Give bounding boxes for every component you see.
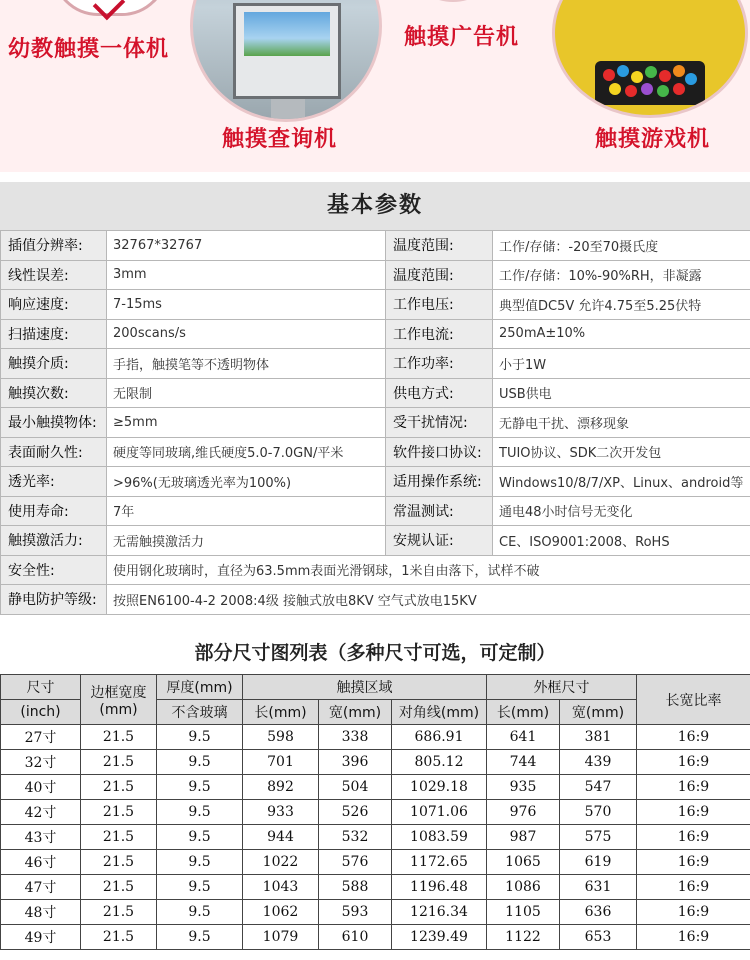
touch-width-cell: 588 <box>319 875 392 900</box>
param-row <box>1 467 750 497</box>
frame-length-cell: 976 <box>487 800 560 825</box>
param-key: 安全性: <box>1 555 107 585</box>
touch-length-cell: 892 <box>243 775 319 800</box>
query-kiosk-image <box>190 0 382 122</box>
game-machine-image <box>552 0 748 118</box>
param-row <box>1 526 750 556</box>
param-value: 工作/存储：-20至70摄氏度 <box>493 231 750 261</box>
thickness-cell: 9.5 <box>157 900 243 925</box>
touch-diagonal-cell: 1196.48 <box>392 875 487 900</box>
frame-length-cell: 935 <box>487 775 560 800</box>
touch-length-cell: 1079 <box>243 925 319 950</box>
bezel-cell: 21.5 <box>81 750 157 775</box>
touch-width-cell: 526 <box>319 800 392 825</box>
header-frame-length: 长(mm) <box>487 700 560 725</box>
thickness-cell: 9.5 <box>157 850 243 875</box>
param-value: Windows10/8/7/XP、Linux、android等 <box>493 467 750 497</box>
touch-diagonal-cell: 686.91 <box>392 725 487 750</box>
frame-width-cell: 381 <box>560 725 637 750</box>
thickness-cell: 9.5 <box>157 925 243 950</box>
touch-diagonal-cell: 1071.06 <box>392 800 487 825</box>
ratio-cell: 16:9 <box>637 725 750 750</box>
touch-length-cell: 701 <box>243 750 319 775</box>
header-bezel-unit: (mm) <box>99 701 138 718</box>
header-touch-area: 触摸区域 <box>243 675 487 700</box>
size-cell: 48寸 <box>1 900 81 925</box>
param-value: 通电48小时信号无变化 <box>493 496 750 526</box>
param-key: 安规认证: <box>386 526 493 556</box>
table-row <box>1 725 750 750</box>
table-row <box>1 775 750 800</box>
param-value: CE、ISO9001:2008、RoHS <box>493 526 750 556</box>
ratio-cell: 16:9 <box>637 825 750 850</box>
param-row-safety <box>1 555 750 585</box>
param-value: 200scans/s <box>107 319 386 349</box>
param-row <box>1 290 750 320</box>
bezel-cell: 21.5 <box>81 875 157 900</box>
size-cell: 32寸 <box>1 750 81 775</box>
frame-width-cell: 570 <box>560 800 637 825</box>
frame-width-cell: 439 <box>560 750 637 775</box>
param-value: 工作/存储：10%-90%RH，非凝露 <box>493 260 750 290</box>
ratio-cell: 16:9 <box>637 925 750 950</box>
touch-diagonal-cell: 1083.59 <box>392 825 487 850</box>
param-value: 3mm <box>107 260 386 290</box>
frame-length-cell: 1086 <box>487 875 560 900</box>
touch-diagonal-cell: 1216.34 <box>392 900 487 925</box>
param-value: 无限制 <box>107 378 386 408</box>
frame-width-cell: 653 <box>560 925 637 950</box>
size-cell: 49寸 <box>1 925 81 950</box>
advertising-machine-image <box>403 0 503 2</box>
touch-width-cell: 504 <box>319 775 392 800</box>
bezel-cell: 21.5 <box>81 900 157 925</box>
touch-width-cell: 576 <box>319 850 392 875</box>
frame-width-cell: 636 <box>560 900 637 925</box>
param-row-esd <box>1 585 750 615</box>
size-list-title: 部分尺寸图列表（多种尺寸可选，可定制） <box>194 642 556 664</box>
param-row <box>1 437 750 467</box>
thickness-cell: 9.5 <box>157 750 243 775</box>
touch-width-cell: 593 <box>319 900 392 925</box>
table-row <box>1 750 750 775</box>
param-key: 工作电流: <box>386 319 493 349</box>
param-key: 触摸激活力: <box>1 526 107 556</box>
thickness-cell: 9.5 <box>157 800 243 825</box>
touch-length-cell: 1043 <box>243 875 319 900</box>
param-value: TUIO协议、SDK二次开发包 <box>493 437 750 467</box>
param-row <box>1 349 750 379</box>
bezel-cell: 21.5 <box>81 800 157 825</box>
ratio-cell: 16:9 <box>637 775 750 800</box>
param-value: 7-15ms <box>107 290 386 320</box>
param-value: >96%(无玻璃透光率为100%) <box>107 467 386 497</box>
frame-length-cell: 1122 <box>487 925 560 950</box>
thickness-cell: 9.5 <box>157 725 243 750</box>
param-row <box>1 260 750 290</box>
param-value: 典型值DC5V 允许4.75至5.25伏特 <box>493 290 750 320</box>
touch-diagonal-cell: 805.12 <box>392 750 487 775</box>
param-row <box>1 496 750 526</box>
frame-length-cell: 744 <box>487 750 560 775</box>
param-key: 线性误差: <box>1 260 107 290</box>
param-key: 扫描速度: <box>1 319 107 349</box>
param-value: 手指，触摸笔等不透明物体 <box>107 349 386 379</box>
header-bezel-label: 边框宽度 <box>90 684 147 701</box>
header-touch-width: 宽(mm) <box>319 700 392 725</box>
param-key: 透光率: <box>1 467 107 497</box>
param-key: 受干扰情况: <box>386 408 493 438</box>
ratio-cell: 16:9 <box>637 900 750 925</box>
param-key: 插值分辨率: <box>1 231 107 261</box>
header-no-glass: 不含玻璃 <box>157 700 243 725</box>
touch-length-cell: 944 <box>243 825 319 850</box>
header-size: 尺寸 <box>1 675 81 700</box>
param-key: 工作功率: <box>386 349 493 379</box>
touch-width-cell: 532 <box>319 825 392 850</box>
param-value: 使用钢化玻璃时，直径为63.5mm表面光滑钢球，1米自由落下，试样不破 <box>107 555 750 585</box>
frame-length-cell: 1065 <box>487 850 560 875</box>
product-banner <box>0 0 750 172</box>
touch-diagonal-cell: 1239.49 <box>392 925 487 950</box>
ratio-cell: 16:9 <box>637 750 750 775</box>
table-row <box>1 800 750 825</box>
param-key: 适用操作系统: <box>386 467 493 497</box>
table-row <box>1 900 750 925</box>
ratio-cell: 16:9 <box>637 800 750 825</box>
param-key: 最小触摸物体: <box>1 408 107 438</box>
label-game-machine: 触摸游戏机 <box>595 127 711 152</box>
frame-length-cell: 1105 <box>487 900 560 925</box>
touch-width-cell: 396 <box>319 750 392 775</box>
param-value: 小于1W <box>493 349 750 379</box>
touch-length-cell: 598 <box>243 725 319 750</box>
param-key: 触摸介质: <box>1 349 107 379</box>
bezel-cell: 21.5 <box>81 925 157 950</box>
bezel-cell: 21.5 <box>81 725 157 750</box>
param-key: 触摸次数: <box>1 378 107 408</box>
size-cell: 27寸 <box>1 725 81 750</box>
frame-width-cell: 575 <box>560 825 637 850</box>
param-value: 硬度等同玻璃,维氏硬度5.0-7.0GN/平米 <box>107 437 386 467</box>
touch-diagonal-cell: 1029.18 <box>392 775 487 800</box>
frame-width-cell: 619 <box>560 850 637 875</box>
bezel-cell: 21.5 <box>81 825 157 850</box>
param-key: 温度范围: <box>386 231 493 261</box>
table-row <box>1 925 750 950</box>
label-education-machine: 幼教触摸一体机 <box>8 37 170 62</box>
size-cell: 46寸 <box>1 850 81 875</box>
param-value: 无需触摸激活力 <box>107 526 386 556</box>
param-value: 无静电干扰、漂移现象 <box>493 408 750 438</box>
header-touch-diagonal: 对角线(mm) <box>392 700 487 725</box>
thickness-cell: 9.5 <box>157 825 243 850</box>
bezel-cell: 21.5 <box>81 775 157 800</box>
param-key: 软件接口协议: <box>386 437 493 467</box>
header-ratio: 长宽比率 <box>637 675 750 725</box>
param-row <box>1 378 750 408</box>
frame-width-cell: 631 <box>560 875 637 900</box>
params-table <box>0 230 750 615</box>
ratio-cell: 16:9 <box>637 850 750 875</box>
param-key: 温度范围: <box>386 260 493 290</box>
size-cell: 43寸 <box>1 825 81 850</box>
param-value: 250mA±10% <box>493 319 750 349</box>
touch-width-cell: 610 <box>319 925 392 950</box>
param-key: 响应速度: <box>1 290 107 320</box>
header-bezel <box>81 675 157 725</box>
header-thickness: 厚度(mm) <box>157 675 243 700</box>
touch-width-cell: 338 <box>319 725 392 750</box>
param-value: 7年 <box>107 496 386 526</box>
param-value: 按照EN6100-4-2 2008:4级 接触式放电8KV 空气式放电15KV <box>107 585 750 615</box>
bezel-cell: 21.5 <box>81 850 157 875</box>
label-advertising-machine: 触摸广告机 <box>404 25 520 50</box>
frame-length-cell: 641 <box>487 725 560 750</box>
table-row <box>1 850 750 875</box>
touch-length-cell: 933 <box>243 800 319 825</box>
param-row <box>1 319 750 349</box>
param-key: 供电方式: <box>386 378 493 408</box>
size-cell: 40寸 <box>1 775 81 800</box>
touch-length-cell: 1022 <box>243 850 319 875</box>
param-row <box>1 408 750 438</box>
header-touch-length: 长(mm) <box>243 700 319 725</box>
frame-length-cell: 987 <box>487 825 560 850</box>
param-value: USB供电 <box>493 378 750 408</box>
size-table <box>0 674 750 950</box>
param-key: 表面耐久性: <box>1 437 107 467</box>
touch-diagonal-cell: 1172.65 <box>392 850 487 875</box>
header-frame: 外框尺寸 <box>487 675 637 700</box>
thickness-cell: 9.5 <box>157 875 243 900</box>
param-row <box>1 231 750 261</box>
param-key: 工作电压: <box>386 290 493 320</box>
param-key: 常温测试: <box>386 496 493 526</box>
size-cell: 47寸 <box>1 875 81 900</box>
param-value: 32767*32767 <box>107 231 386 261</box>
params-title: 基本参数 <box>0 182 750 230</box>
frame-width-cell: 547 <box>560 775 637 800</box>
table-row <box>1 875 750 900</box>
header-frame-width: 宽(mm) <box>560 700 637 725</box>
label-query-machine: 触摸查询机 <box>222 127 338 152</box>
param-value: ≥5mm <box>107 408 386 438</box>
touch-length-cell: 1062 <box>243 900 319 925</box>
param-key: 使用寿命: <box>1 496 107 526</box>
size-cell: 42寸 <box>1 800 81 825</box>
thickness-cell: 9.5 <box>157 775 243 800</box>
param-key: 静电防护等级: <box>1 585 107 615</box>
table-row <box>1 825 750 850</box>
ratio-cell: 16:9 <box>637 875 750 900</box>
header-size-unit: (inch) <box>1 700 81 725</box>
